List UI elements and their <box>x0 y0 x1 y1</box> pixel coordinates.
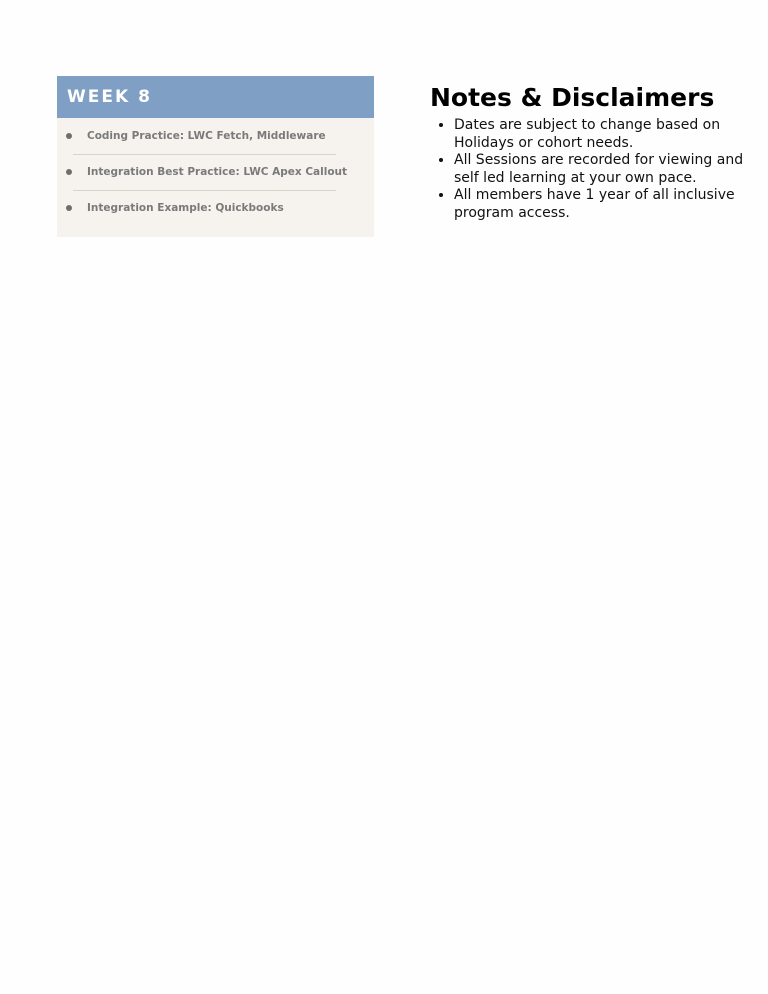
week-topic-item <box>57 154 374 190</box>
bullet-icon <box>66 169 72 175</box>
notes-title: Notes & Disclaimers <box>430 83 715 112</box>
note-item: • All Sessions are recorded for viewing and self led learning at your own pace. <box>454 152 750 187</box>
week-topic-item <box>57 118 374 154</box>
note-item: • Dates are subject to change based on Holidays or cohort needs. <box>454 117 750 152</box>
week-topic-label: Integration Best Practice: LWC Apex Callout <box>87 166 348 178</box>
note-item: • All members have 1 year of all inclusive program access. <box>454 187 750 222</box>
notes-list <box>430 117 750 222</box>
notes-section <box>430 82 750 222</box>
week-card <box>57 76 374 237</box>
bullet-icon <box>66 205 72 211</box>
bullet-icon <box>66 133 72 139</box>
week-topic-item <box>57 190 374 226</box>
week-topic-label: Coding Practice: LWC Fetch, Middleware <box>87 130 326 142</box>
week-topic-label: Integration Example: Quickbooks <box>87 202 284 214</box>
week-topics-list <box>57 118 374 226</box>
week-title: WEEK 8 <box>57 76 374 118</box>
